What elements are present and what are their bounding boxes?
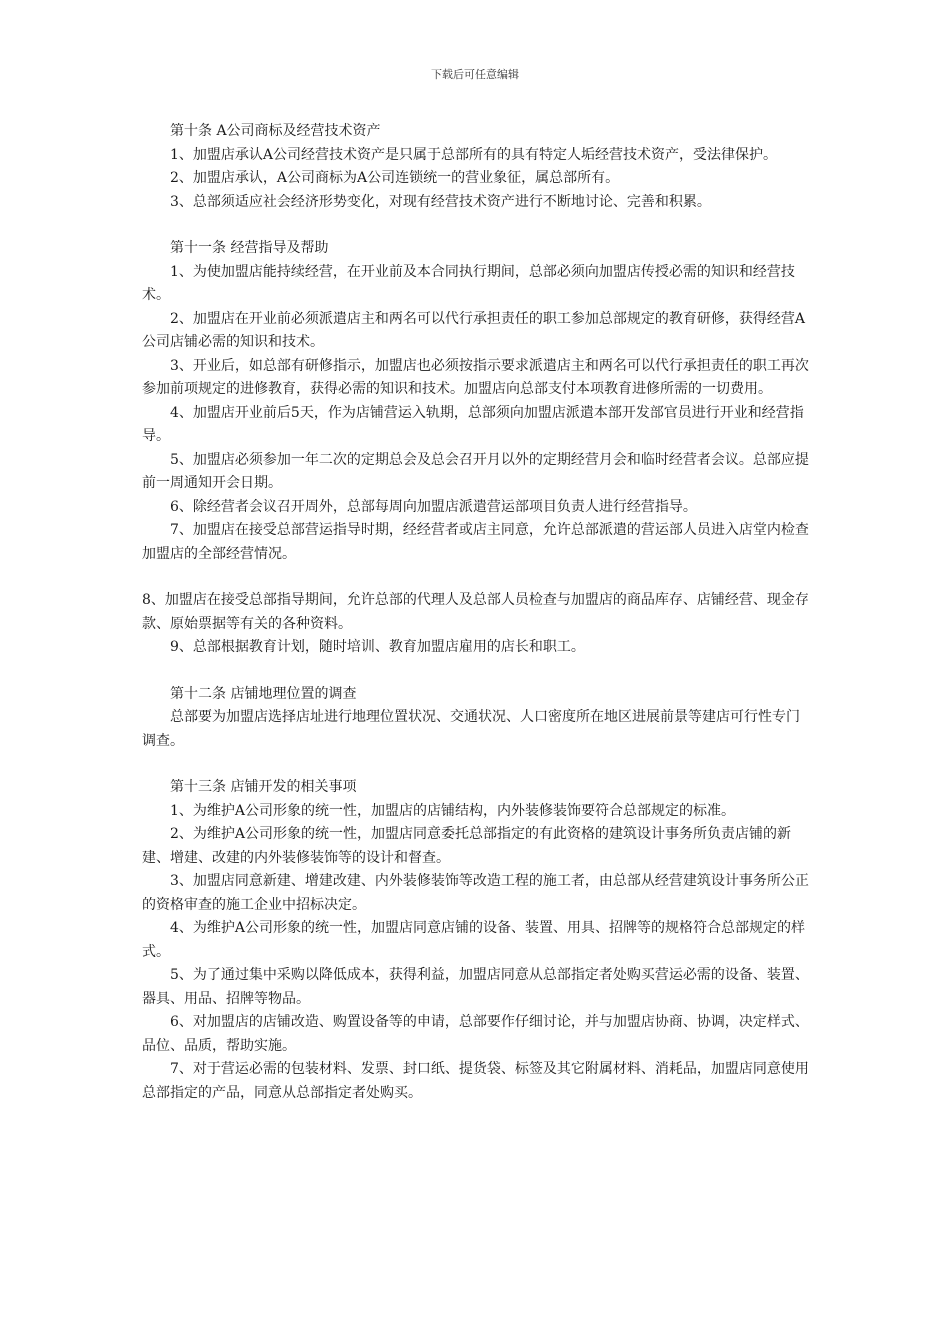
paragraph: 3、加盟店同意新建、增建改建、内外装修装饰等改造工程的施工者，由总部从经营建筑设计事务所公正的资格审查的施工企业中招标决定。 [142, 873, 809, 913]
section-heading: 第十二条 店铺地理位置的调查 [170, 685, 357, 702]
paragraph: 1、为使加盟店能持续经营，在开业前及本合同执行期间，总部必须向加盟店传授必需的知识和经营技术。 [142, 263, 795, 303]
section-heading: 第十条 A公司商标及经营技术资产 [170, 123, 381, 139]
page-header: 下载后可任意编辑 [431, 68, 519, 81]
paragraph: 4、为维护A公司形象的统一性，加盟店同意店铺的设备、装置、用具、招牌等的规格符合总部规定的样式。 [142, 920, 806, 960]
document-body [142, 120, 810, 1105]
section-heading: 第十三条 店铺开发的相关事项 [170, 779, 357, 795]
paragraph: 2、为维护A公司形象的统一性，加盟店同意委托总部指定的有此资格的建筑设计事务所负责店铺的新建、增建、改建的内外装修装饰等的设计和督查。 [142, 826, 792, 866]
paragraph: 5、加盟店必须参加一年二次的定期总会及总会召开月以外的定期经营月会和临时经营者会议。总部应提前一周通知开会日期。 [142, 451, 809, 491]
paragraph: 总部要为加盟店选择店址进行地理位置状况、交通状况、人口密度所在地区进展前景等建店可行性专门调查。 [142, 709, 800, 749]
paragraph: 7、加盟店在接受总部营运指导时期，经经营者或店主同意，允许总部派遣的营运部人员进入店堂内检查加盟店的全部经营情况。 [142, 522, 809, 562]
section-heading: 第十一条 经营指导及帮助 [170, 240, 329, 256]
paragraph: 6、除经营者会议召开周外，总部每周向加盟店派遣营运部项目负责人进行经营指导。 [170, 498, 697, 515]
paragraph: 5、为了通过集中采购以降低成本，获得利益，加盟店同意从总部指定者处购买营运必需的设备、装置、器具、用品、招牌等物品。 [142, 967, 809, 1007]
section-spacer [142, 660, 810, 683]
paragraph: 2、加盟店承认，A公司商标为A公司连锁统一的营业象征，属总部所有。 [170, 170, 620, 186]
paragraph: 9、总部根据教育计划，随时培训、教育加盟店雇用的店长和职工。 [170, 639, 585, 655]
paragraph: 1、加盟店承认A公司经营技术资产是只属于总部所有的具有特定人垢经营技术资产，受法律保护。 [170, 146, 778, 163]
paragraph: 2、加盟店在开业前必须派遣店主和两名可以代行承担责任的职工参加总部规定的教育研修，获得经营A公司店铺必需的知识和技术。 [142, 310, 806, 350]
paragraph: 6、对加盟店的店铺改造、购置设备等的申请，总部要作仔细讨论，并与加盟店协商、协调，决定样式、品位、品质，帮助实施。 [142, 1014, 809, 1054]
paragraph: 3、总部须适应社会经济形势变化，对现有经营技术资产进行不断地讨论、完善和积累。 [170, 193, 711, 210]
paragraph: 8、加盟店在接受总部指导期间，允许总部的代理人及总部人员检查与加盟店的商品库存、店铺经营、现金存款、原始票据等有关的各种资料。 [142, 592, 809, 632]
section-spacer [142, 753, 810, 776]
section-spacer [142, 566, 810, 589]
section-spacer [142, 214, 810, 237]
paragraph: 7、对于营运必需的包装材料、发票、封口纸、提货袋、标签及其它附属材料、消耗品，加盟店同意使用总部指定的产品，同意从总部指定者处购买。 [142, 1061, 809, 1101]
paragraph: 4、加盟店开业前后5天，作为店铺营运入轨期，总部须向加盟店派遣本部开发部官员进行开业和经营指导。 [142, 404, 804, 444]
paragraph: 3、开业后，如总部有研修指示，加盟店也必须按指示要求派遣店主和两名可以代行承担责任的职工再次参加前项规定的进修教育，获得必需的知识和技术。加盟店向总部支付本项教育进修所需的一切费用。 [142, 357, 809, 397]
paragraph: 1、为维护A公司形象的统一性，加盟店的店铺结构，内外装修装饰要符合总部规定的标准。 [170, 802, 736, 819]
